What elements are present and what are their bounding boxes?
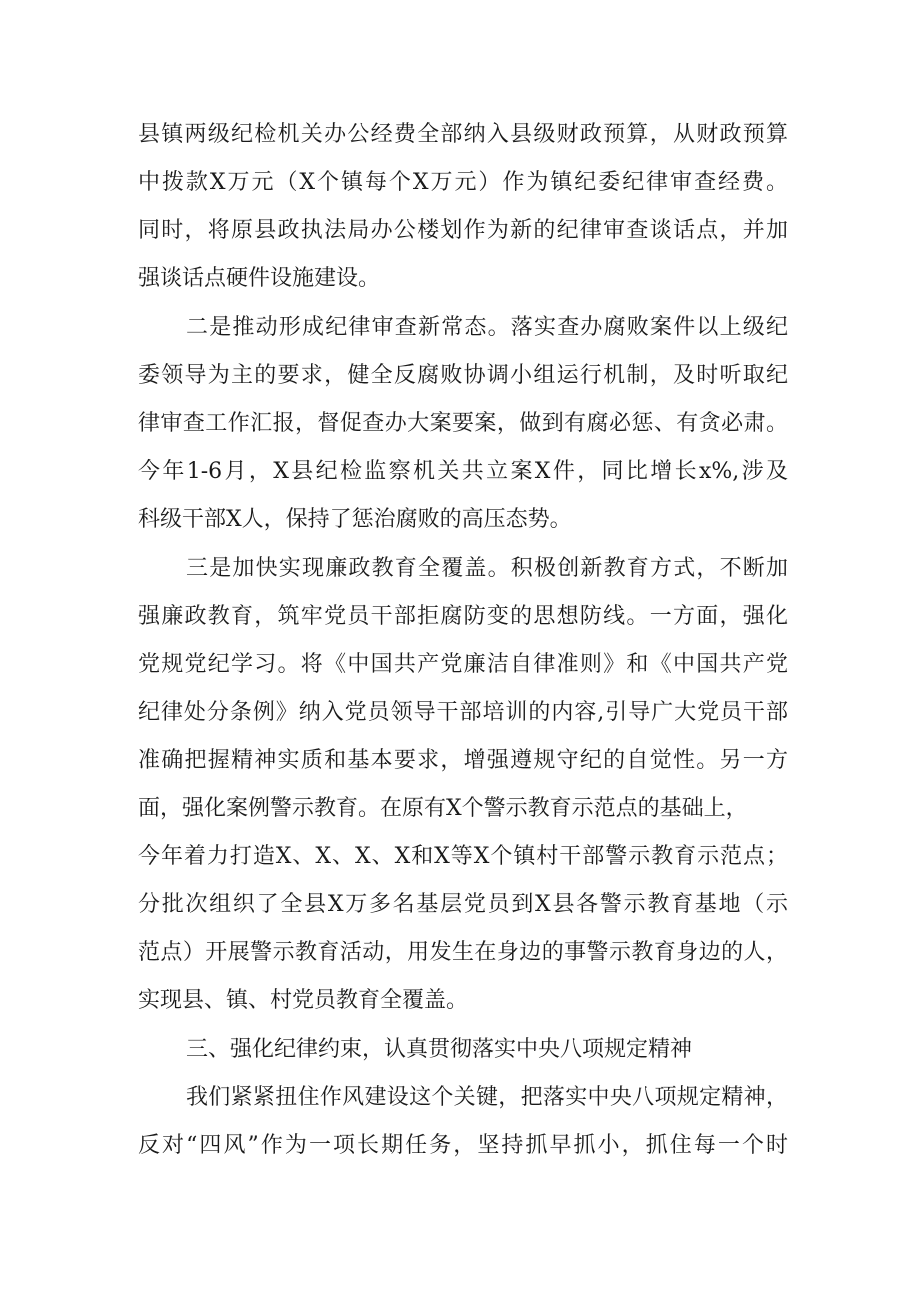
text-line: 科级干部X人，保持了惩治腐败的高压态势。 xyxy=(138,507,572,532)
paragraph-heading-line: 我们紧紧扭住作风建设这个关键，把落实中央八项规定精神， xyxy=(186,1085,788,1110)
section-heading: 三、强化纪律约束，认真贯彻落实中央八项规定精神 xyxy=(186,1037,693,1062)
paragraph-heading-line: 三是加快实现廉政教育全覆盖。积极创新教育方式，不断加 xyxy=(186,556,788,581)
text-line: 反对“四风”作为一项长期任务，坚持抓早抓小，抓住每一个时 xyxy=(138,1133,788,1158)
text-line: 面，强化案例警示教育。在原有X个警示教育示范点的基础上， xyxy=(138,796,748,821)
text-line: 纪律处分条例》纳入党员领导干部培训的内容,引导广大党员干部 xyxy=(138,700,788,725)
text-line: 中拨款X万元（X个镇每个X万元）作为镇纪委纪律审查经费。 xyxy=(138,170,788,195)
text-line: 强谈话点硬件设施建设。 xyxy=(138,266,381,291)
text-line: 党规党纪学习。将《中国共产党廉洁自律准则》和《中国共产党 xyxy=(138,652,788,677)
text-line: 今年1-6月，X县纪检监察机关共立案X件，同比增长x%,涉及 xyxy=(138,459,788,484)
text-line: 实现县、镇、村党员教育全覆盖。 xyxy=(138,988,469,1013)
text-line: 强廉政教育，筑牢党员干部拒腐防变的思想防线。一方面，强化 xyxy=(138,604,788,629)
paragraph-heading-line: 二是推动形成纪律审查新常态。落实查办腐败案件以上级纪 xyxy=(186,315,788,340)
text-line: 分批次组织了全县X万多名基层党员到X县各警示教育基地（示 xyxy=(138,892,788,917)
text-line: 准确把握精神实质和基本要求，增强遵规守纪的自觉性。另一方 xyxy=(138,748,788,773)
text-line: 同时，将原县政执法局办公楼划作为新的纪律审查谈话点，并加 xyxy=(138,218,788,243)
text-line: 律审查工作汇报，督促查办大案要案，做到有腐必惩、有贪必肃。 xyxy=(138,411,788,436)
text-line: 委领导为主的要求，健全反腐败协调小组运行机制，及时听取纪 xyxy=(138,363,788,388)
text-line: 范点）开展警示教育活动，用发生在身边的事警示教育身边的人， xyxy=(138,940,788,965)
text-line: 今年着力打造X、X、X、X和X等X个镇村干部警示教育示范点； xyxy=(138,844,788,869)
text-line: 县镇两级纪检机关办公经费全部纳入县级财政预算，从财政预算 xyxy=(138,122,788,147)
